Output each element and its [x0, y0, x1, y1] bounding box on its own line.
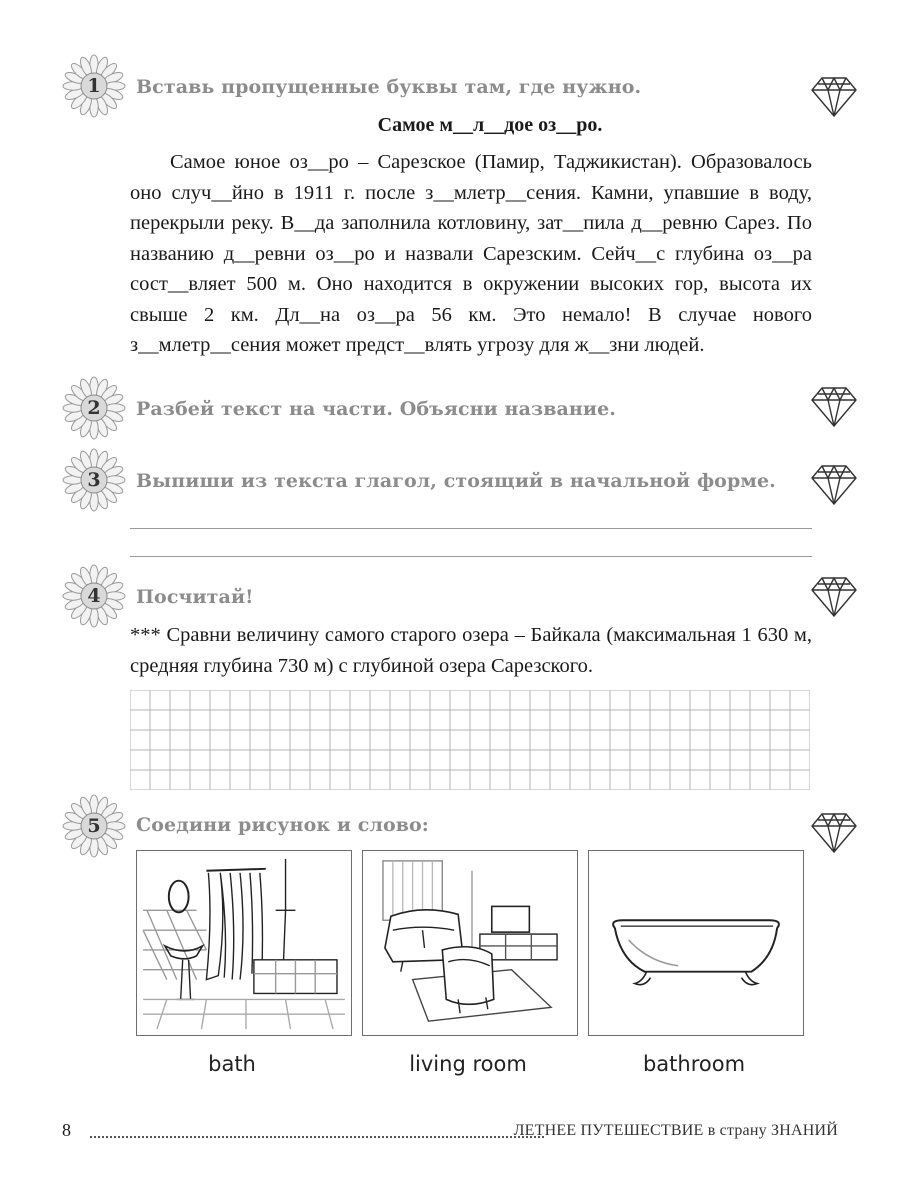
answer-grid[interactable]: [130, 690, 810, 790]
task-3-number: 3: [87, 469, 101, 491]
task-4-number: 4: [87, 585, 101, 607]
text-title: Самое м__л__дое оз__ро.: [377, 114, 603, 136]
task-4-title: Посчитай!: [136, 586, 254, 608]
diamond-icon: [810, 462, 858, 506]
lake-paragraph: [130, 147, 812, 361]
page-footer: [62, 1120, 838, 1146]
word-bath[interactable]: bath: [208, 1052, 256, 1076]
footer-dots: [90, 1136, 544, 1138]
task-4-text: *** Сравни величину самого старого озера – Байкала (максимальная 1 630 м, средняя глубина 730 м) с глубиной озера Сарезского.: [130, 624, 812, 677]
page-number: 8: [62, 1120, 71, 1140]
task-3-badge: [62, 448, 126, 512]
task-2-badge: [62, 376, 126, 440]
bathroom-picture[interactable]: [136, 850, 352, 1036]
task-3-title: Выпиши из текста глагол, стоящий в начальной форме.: [136, 470, 776, 492]
word-bathroom[interactable]: bathroom: [642, 1052, 746, 1076]
task-1-number: 1: [87, 75, 101, 97]
task-5-number: 5: [87, 815, 101, 837]
book-title: ЛЕТНЕЕ ПУТЕШЕСТВИЕ в страну ЗНАНИЙ: [513, 1122, 838, 1139]
bathtub-picture[interactable]: [588, 850, 804, 1036]
living-room-picture[interactable]: [362, 850, 578, 1036]
word-living-room[interactable]: living room: [409, 1052, 527, 1076]
task-2-number: 2: [87, 397, 101, 419]
diamond-icon: [810, 74, 858, 118]
task-5-title: Соедини рисунок и слово:: [136, 814, 429, 836]
task-4-badge: [62, 564, 126, 628]
diamond-icon: [810, 384, 858, 428]
task-1-title: Вставь пропущенные буквы там, где нужно.: [136, 76, 642, 98]
task-5-badge: [62, 794, 126, 858]
answer-line-2[interactable]: [130, 556, 812, 557]
task-2-title: Разбей текст на части. Объясни название.: [136, 398, 617, 420]
task-1-badge: [62, 54, 126, 118]
answer-line-1[interactable]: [130, 528, 812, 529]
diamond-icon: [810, 574, 858, 618]
diamond-icon: [810, 810, 858, 854]
lake-paragraph-text: Самое юное оз__ро – Сарезское (Памир, Таджикистан). Образовалось оно случ__йно в 1911 г. после з__млетр__сения. Камни, упавшие в воду, перекрыли реку. В__да заполнила котловину, зат__пила д__ревню Сарез. По названию д__ревни оз__ро и назвали Сарезским. Сейч__с глубина оз__ра сост__вляет 500 м. Оно находится в окружении высоких гор, высота их свыше 2 км. Дл__на оз__ра 56 км. Это немало! В случае нового з__млетр__сения может предст__влять угрозу для ж__зни людей.: [130, 151, 812, 356]
